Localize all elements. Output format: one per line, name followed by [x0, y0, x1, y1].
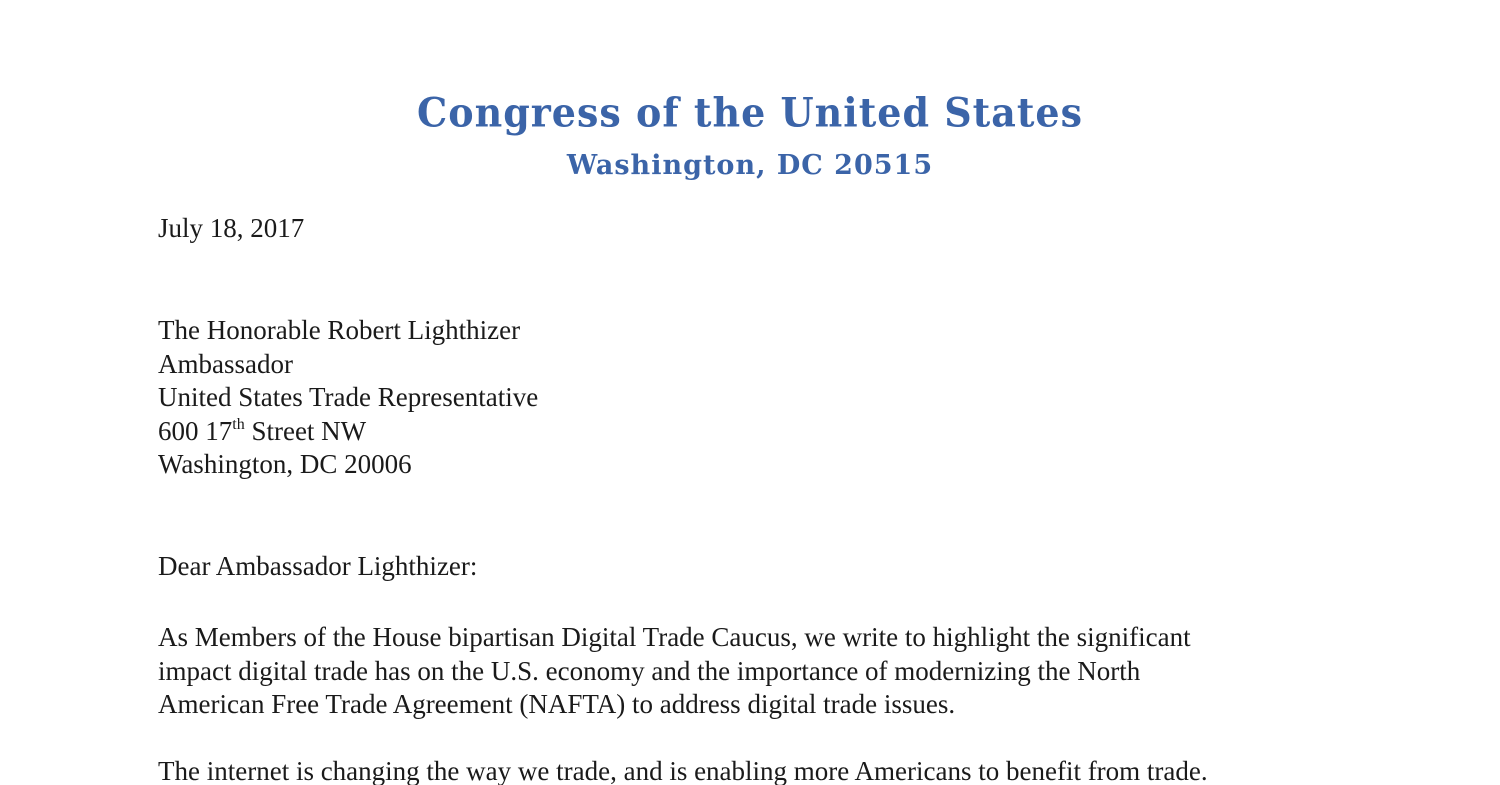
paragraph-line: As Members of the House bipartisan Digital Trade Caucus, we write to highlight the significant — [158, 622, 1191, 652]
street-number: 600 17 — [158, 415, 233, 446]
recipient-city: Washington, DC 20006 — [158, 449, 412, 479]
recipient-title: Ambassador — [158, 348, 293, 379]
paragraph-line: The internet is changing the way we trade, and is enabling more Americans to benefit from trade. — [158, 756, 1208, 785]
recipient-name: The Honorable Robert Lighthizer — [158, 315, 521, 345]
street-ordinal-suffix: th — [232, 415, 245, 433]
letterhead-title: Congress of the United States — [417, 88, 1083, 137]
paragraph-line: impact digital trade has on the U.S. economy and the importance of modernizing the North — [158, 655, 1141, 686]
recipient-street — [158, 415, 538, 449]
body-paragraph-2 — [158, 755, 1208, 785]
paragraph-line: American Free Trade Agreement (NAFTA) to address digital trade issues. — [158, 689, 956, 719]
street-name: Street NW — [244, 415, 367, 446]
recipient-office: United States Trade Representative — [158, 382, 539, 412]
salutation: Dear Ambassador Lighthizer: — [158, 551, 478, 581]
letter-date: July 18, 2017 — [158, 213, 305, 243]
recipient-address-block — [158, 314, 538, 482]
letterhead-subtitle: Washington, DC 20515 — [566, 150, 934, 181]
body-paragraph-1 — [158, 621, 1191, 722]
